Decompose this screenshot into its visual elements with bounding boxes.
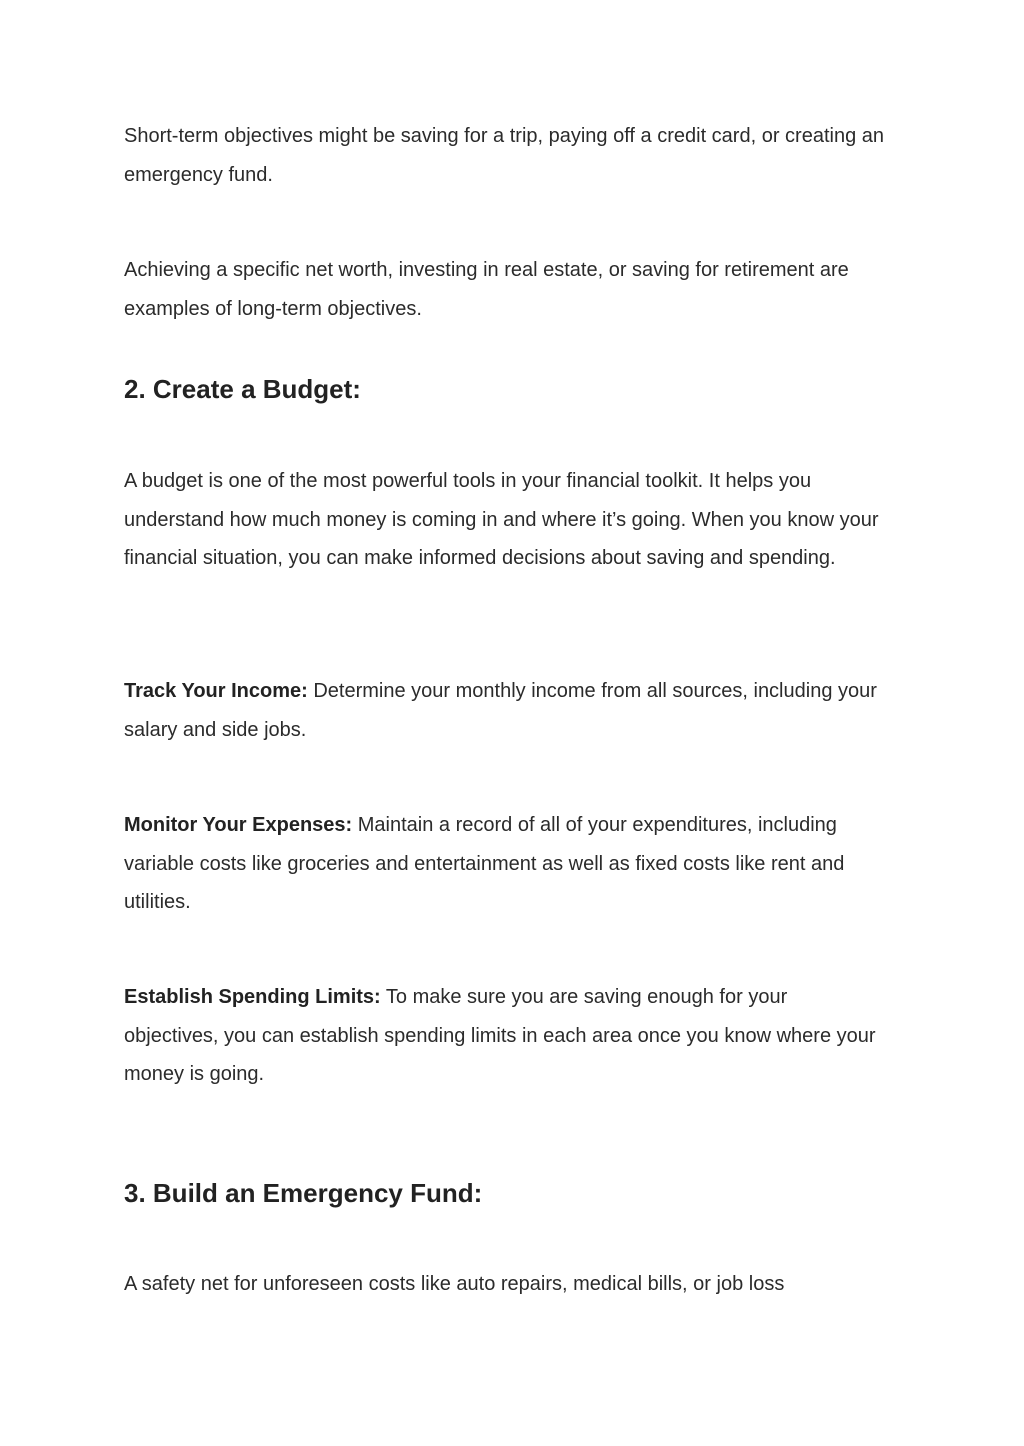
monitor-expenses-paragraph: [124, 806, 884, 922]
budget-intro-paragraph: A budget is one of the most powerful tools in your financial toolkit. It helps you understand how much money is coming in and where it’s going. When you know your financial situation, you can make informed decisions about saving and spending.: [124, 470, 879, 569]
short-term-objectives-paragraph: Short-term objectives might be saving for a trip, paying off a credit card, or creating an emergency fund.: [124, 125, 884, 186]
spending-limits-term: Establish Spending Limits:: [124, 986, 381, 1008]
create-budget-heading: 2. Create a Budget:: [124, 374, 361, 404]
track-income-text: Determine your monthly income from all sources, including your salary and side jobs.: [124, 680, 877, 741]
monitor-expenses-term: Monitor Your Expenses:: [124, 814, 353, 836]
emergency-fund-heading: 3. Build an Emergency Fund:: [124, 1178, 483, 1208]
track-income-term: Track Your Income:: [124, 680, 308, 702]
long-term-objectives-paragraph: Achieving a specific net worth, investing in real estate, or saving for retirement are examples of long-term objectives.: [124, 259, 849, 320]
track-income-paragraph: [124, 672, 884, 749]
emergency-fund-intro-paragraph: A safety net for unforeseen costs like auto repairs, medical bills, or job loss: [124, 1273, 785, 1295]
spending-limits-paragraph: [124, 978, 884, 1094]
spending-limits-text: To make sure you are saving enough for your objectives, you can establish spending limits in each area once you know where your money is going.: [124, 986, 876, 1085]
monitor-expenses-text: Maintain a record of all of your expenditures, including variable costs like groceries and entertainment as well as fixed costs like rent and utilities.: [124, 814, 845, 913]
